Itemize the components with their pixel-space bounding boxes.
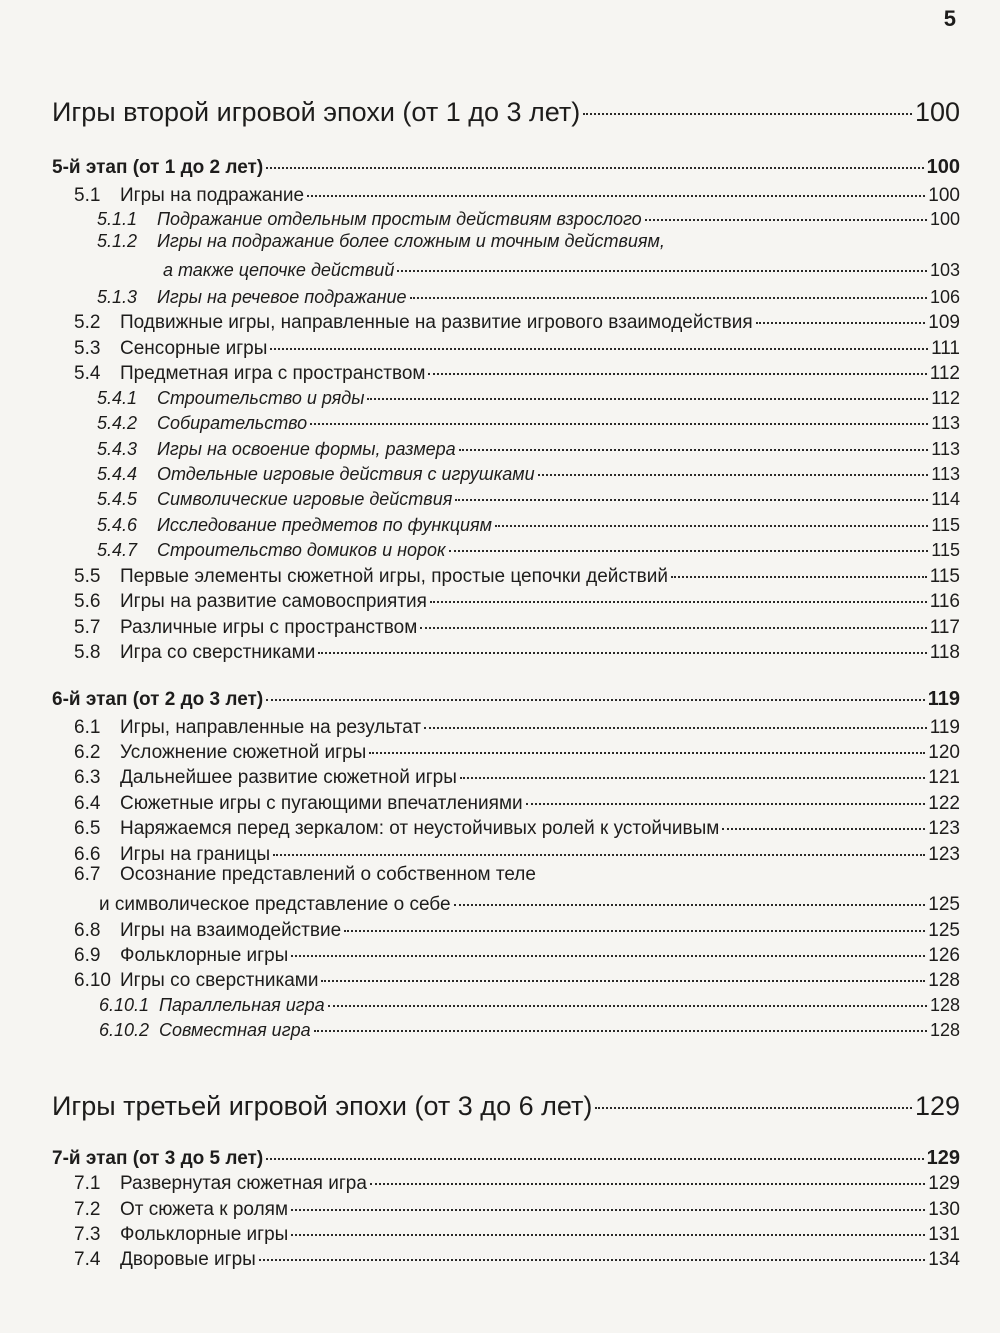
- toc-page: 115: [931, 515, 960, 535]
- toc-number: 5.1.3: [97, 287, 138, 307]
- toc-title: 7-й этап (от 3 до 5 лет): [52, 1148, 264, 1169]
- toc-title: Игры на освоение формы, размера: [157, 439, 456, 459]
- toc-page: 114: [931, 489, 960, 509]
- dot-leader: [270, 329, 928, 350]
- toc-title: и символическое представление о себе: [99, 894, 451, 915]
- toc-number: 5.2: [74, 312, 101, 333]
- toc-number: 6.6: [74, 844, 101, 865]
- toc-page: 131: [928, 1224, 960, 1245]
- toc-title: Различные игры с пространством: [120, 617, 418, 638]
- dot-leader: [318, 633, 926, 654]
- toc-subentry: [97, 231, 960, 252]
- toc-title: Игры на развитие самовосприятия: [120, 591, 427, 612]
- toc-number: 5.1.1: [97, 209, 138, 229]
- toc-title: Символические игровые действия: [157, 489, 453, 509]
- toc-number: 5.6: [74, 591, 101, 612]
- toc-title: От сюжета к ролям: [120, 1199, 289, 1220]
- toc-title: Игры на подражание: [120, 185, 305, 206]
- toc-number: 5.3: [74, 338, 101, 359]
- toc-part-heading: [52, 1086, 960, 1122]
- toc-number: 6.10.1: [99, 995, 150, 1015]
- toc-title: Отдельные игровые действия с игрушками: [157, 464, 535, 484]
- toc-title: Собирательство: [157, 413, 308, 433]
- toc-title: Развернутая сюжетная игра: [120, 1173, 367, 1194]
- dot-leader: [310, 405, 928, 425]
- toc-number: 7.1: [74, 1173, 101, 1194]
- dot-leader: [307, 176, 925, 197]
- dot-leader: [367, 380, 928, 400]
- toc-entry: [74, 839, 960, 866]
- dot-leader: [410, 279, 927, 299]
- toc-subentry: [97, 205, 960, 230]
- toc-title: Сюжетные игры с пугающими впечатлениями: [120, 793, 523, 814]
- toc-title: Игры со сверстниками: [120, 970, 319, 991]
- toc-title: Подвижные игры, направленные на развитие игрового взаимодействия: [120, 312, 753, 333]
- toc-number: 5.8: [74, 642, 101, 663]
- toc-page: 112: [931, 388, 960, 408]
- dot-leader: [495, 507, 928, 527]
- toc-page: 109: [928, 312, 960, 333]
- toc-number: 5.4.3: [97, 439, 138, 459]
- dot-leader: [449, 532, 929, 552]
- toc-number: 5.1: [74, 185, 101, 206]
- toc-page: 117: [929, 617, 960, 638]
- toc-number: 5.4.2: [97, 413, 138, 433]
- toc-stage-heading: [52, 152, 960, 179]
- toc-title: Игры на взаимодействие: [120, 920, 342, 941]
- dot-leader: [369, 733, 925, 754]
- toc-number: 5.4.7: [97, 540, 138, 560]
- toc-title: 5-й этап (от 1 до 2 лет): [52, 157, 264, 178]
- toc-title: Совместная игра: [159, 1020, 311, 1040]
- dot-leader: [424, 708, 927, 729]
- toc-entry: [74, 637, 960, 664]
- toc-page: 111: [931, 338, 960, 359]
- toc-number: 6.4: [74, 793, 101, 814]
- toc-page: 100: [928, 185, 960, 206]
- toc-page: 129: [914, 1091, 960, 1121]
- toc-number: 5.4: [74, 363, 101, 384]
- toc-page: 100: [914, 97, 960, 127]
- dot-leader: [756, 303, 926, 324]
- dot-leader: [583, 86, 912, 115]
- toc-page: 128: [929, 995, 960, 1015]
- toc-title: Фольклорные игры: [120, 1224, 289, 1245]
- toc-number: 7.3: [74, 1224, 101, 1245]
- dot-leader: [420, 608, 926, 629]
- dot-leader: [266, 1139, 923, 1160]
- toc-number: 5.1.2: [97, 231, 138, 251]
- toc-subentry-continuation: [163, 256, 960, 281]
- toc-page: 106: [929, 287, 960, 307]
- dot-leader: [538, 456, 929, 476]
- toc-page: 128: [929, 1020, 960, 1040]
- toc-page: 119: [927, 688, 960, 710]
- toc-number: 5.4.4: [97, 464, 138, 484]
- toc-number: 5.4.1: [97, 388, 138, 408]
- toc-title: Фольклорные игры: [120, 945, 289, 966]
- dot-leader: [645, 201, 927, 221]
- toc-title: а также цепочке действий: [163, 260, 395, 280]
- dot-leader: [595, 1080, 912, 1109]
- dot-leader: [321, 961, 925, 982]
- dot-leader: [291, 1215, 925, 1236]
- toc-title: 6-й этап (от 2 до 3 лет): [52, 689, 264, 710]
- toc-page: 100: [926, 156, 960, 178]
- toc-page: 128: [928, 970, 960, 991]
- dot-leader: [671, 557, 927, 578]
- toc-number: 6.5: [74, 818, 101, 839]
- toc-title: Сенсорные игры: [120, 338, 268, 359]
- dot-leader: [460, 758, 925, 779]
- toc-page: 123: [928, 844, 960, 865]
- toc-page: 118: [929, 642, 960, 663]
- toc-page: 103: [929, 260, 960, 280]
- toc-page: 130: [928, 1199, 960, 1220]
- toc-number: 6.2: [74, 742, 101, 763]
- dot-leader: [722, 809, 925, 830]
- toc-number: 5.4.5: [97, 489, 138, 509]
- dot-leader: [291, 1190, 925, 1211]
- toc-number: 6.10.2: [99, 1020, 150, 1040]
- toc-title: Строительство и ряды: [157, 388, 365, 408]
- toc-page: 113: [931, 413, 960, 433]
- toc-number: 6.7: [74, 864, 101, 885]
- toc-number: 6.10: [74, 970, 111, 991]
- toc-number: 5.4.6: [97, 515, 138, 535]
- dot-leader: [259, 1240, 925, 1261]
- toc-page: 120: [928, 742, 960, 763]
- toc-page: 129: [926, 1147, 960, 1169]
- dot-leader: [430, 582, 927, 603]
- dot-leader: [455, 481, 928, 501]
- toc-page: 116: [929, 591, 960, 612]
- dot-leader: [273, 835, 925, 856]
- toc-title: Игры на подражание более сложным и точным действиям,: [157, 231, 665, 251]
- dot-leader: [428, 354, 926, 375]
- toc-number: 6.3: [74, 767, 101, 788]
- toc-title: Наряжаемся перед зеркалом: от неустойчивых ролей к устойчивым: [120, 818, 720, 839]
- toc-number: 7.2: [74, 1199, 101, 1220]
- toc-title: Игра со сверстниками: [120, 642, 316, 663]
- toc-page: 123: [928, 818, 960, 839]
- toc-page: 112: [929, 363, 960, 384]
- toc-title: Строительство домиков и норок: [157, 540, 446, 560]
- toc-entry: [74, 864, 960, 886]
- dot-leader: [314, 1012, 927, 1032]
- toc-title: Предметная игра с пространством: [120, 363, 426, 384]
- dot-leader: [526, 784, 926, 805]
- dot-leader: [454, 885, 926, 906]
- dot-leader: [344, 911, 925, 932]
- toc-title: Дальнейшее развитие сюжетной игры: [120, 767, 457, 788]
- toc-title: Игры, направленные на результат: [120, 717, 422, 738]
- toc-page: 125: [928, 894, 960, 915]
- toc-title: Игры второй игровой эпохи (от 1 до 3 лет): [52, 97, 581, 127]
- dot-leader: [291, 936, 925, 957]
- page-number: 5: [943, 6, 956, 31]
- toc-page: 113: [931, 464, 960, 484]
- toc-page: 115: [929, 566, 960, 587]
- toc-number: 6.8: [74, 920, 101, 941]
- toc-part-heading: [52, 92, 960, 128]
- toc-page: 134: [928, 1249, 960, 1270]
- toc-title: Осознание представлений о собственном теле: [120, 864, 536, 885]
- toc-title: Первые элементы сюжетной игры, простые цепочки действий: [120, 566, 668, 587]
- toc-page: 125: [928, 920, 960, 941]
- toc-entry: [74, 1244, 960, 1271]
- toc-page: 129: [928, 1173, 960, 1194]
- dot-leader: [370, 1164, 925, 1185]
- toc-page: 121: [928, 767, 960, 788]
- toc-title: Подражание отдельным простым действиям взрослого: [157, 209, 642, 229]
- toc-number: 6.1: [74, 717, 101, 738]
- toc-number: 5.5: [74, 566, 101, 587]
- toc-title: Исследование предметов по функциям: [157, 515, 492, 535]
- toc-subentry: [99, 1016, 960, 1041]
- toc-title: Усложнение сюжетной игры: [120, 742, 367, 763]
- toc-page: 119: [929, 717, 960, 738]
- toc-page: 100: [929, 209, 960, 229]
- toc-page: 126: [928, 945, 960, 966]
- toc-page: 113: [931, 439, 960, 459]
- dot-leader: [266, 680, 925, 701]
- toc-title: Игры на границы: [120, 844, 271, 865]
- toc-page: 122: [928, 793, 960, 814]
- dot-leader: [397, 252, 927, 272]
- toc-number: 7.4: [74, 1249, 101, 1270]
- toc-title: Игры на речевое подражание: [157, 287, 407, 307]
- toc-title: Параллельная игра: [159, 995, 325, 1015]
- dot-leader: [328, 987, 927, 1007]
- toc-title: Дворовые игры: [120, 1249, 256, 1270]
- dot-leader: [459, 431, 929, 451]
- toc-number: 6.9: [74, 945, 101, 966]
- toc-title: Игры третьей игровой эпохи (от 3 до 6 лет): [52, 1091, 593, 1121]
- dot-leader: [266, 148, 923, 169]
- toc-stage-heading: [52, 684, 960, 711]
- toc-page: 115: [931, 540, 960, 560]
- toc-number: 5.7: [74, 617, 101, 638]
